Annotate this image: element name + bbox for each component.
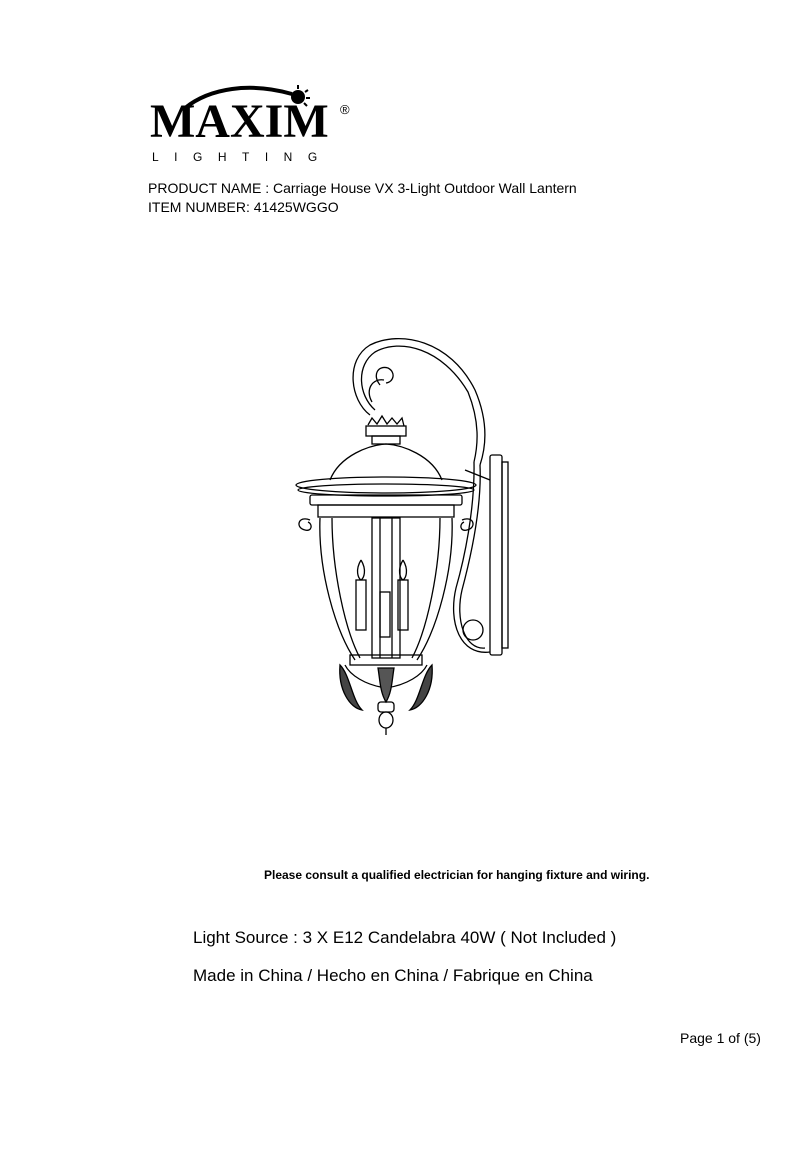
logo-wordmark: MAXIM <box>150 95 329 148</box>
product-name: PRODUCT NAME : Carriage House VX 3-Light Outdoor Wall Lantern <box>148 180 577 196</box>
page-number: Page 1 of (5) <box>680 1030 761 1046</box>
product-info <box>148 179 577 217</box>
electrician-notice: Please consult a qualified electrician for hanging fixture and wiring. <box>264 868 650 882</box>
registered-mark: ® <box>340 102 350 117</box>
light-source: Light Source : 3 X E12 Candelabra 40W ( Not Included ) <box>193 928 617 947</box>
country-of-origin: Made in China / Hecho en China / Fabrique en China <box>193 966 593 985</box>
logo-subtitle: LIGHTING <box>152 150 333 164</box>
lantern-drawing <box>280 330 530 740</box>
brand-logo <box>150 80 365 170</box>
item-number: ITEM NUMBER: 41425WGGO <box>148 199 339 215</box>
